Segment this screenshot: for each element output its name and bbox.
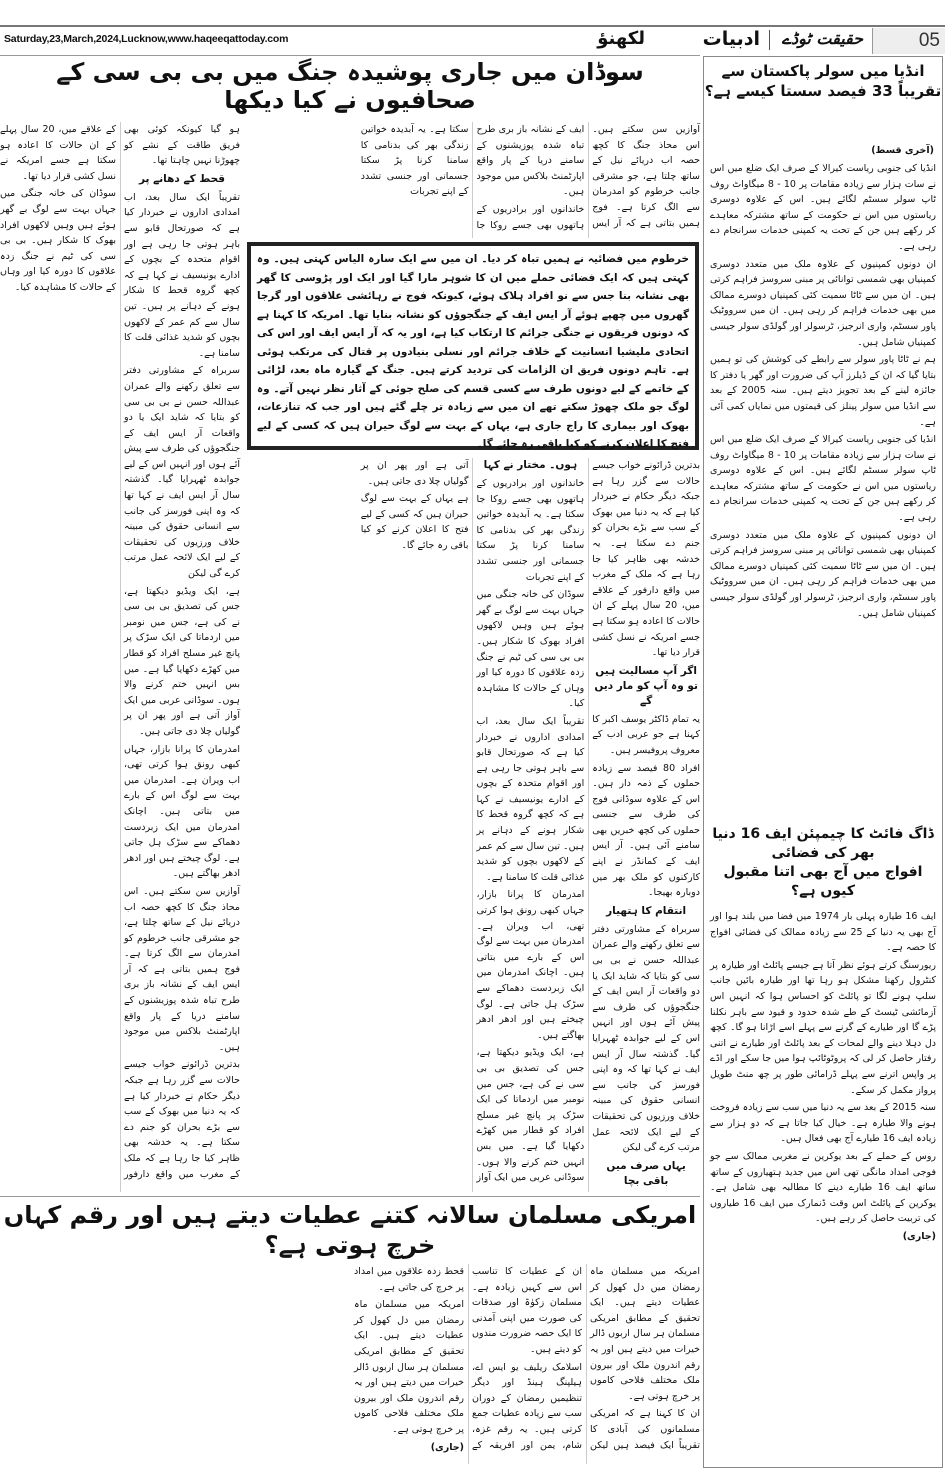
divider (0, 1196, 700, 1197)
divider (0, 55, 700, 56)
section-title: ادبیات (702, 28, 760, 50)
paragraph: انڈیا کی جنوبی ریاست کیرالا کے صرف ایک ضلع میں اس نے سات ہزار سے زیادہ مقامات پر 10 - 8 میگاواٹ روف ٹاپ سولر سسٹم لگائے ہیں۔ اس کے علاوہ دوسری ریاستوں میں اس نے حکومت کے ساتھ مشترکہ معاہدے کر رکھے ہیں جن کے تحت یہ کمپنی خدمات سرانجام دے رہی ہے۔ (710, 434, 936, 524)
f16-headline (704, 825, 942, 901)
installment-label: (آخری قسط) (871, 145, 934, 156)
paragraph: ہم نے ٹاٹا پاور سولر سے رابطے کی کوشش کی تو ہمیں بتایا گیا کہ ان کے ڈیلرز آپ کی ضرورت اور گھر یا دفتر کا جائزہ لینے کے بعد تجویز دیتے ہیں۔ سنہ 2005 کے بعد سے انڈیا میں سولر پینلز کی قیمتوں میں نمایاں کمی آئی ہے۔ (710, 354, 936, 428)
paragraph: انڈیا کی جنوبی ریاست کیرالا کے صرف ایک ضلع میں اس نے سات ہزار سے زیادہ مقامات پر 10 - 8 میگاواٹ روف ٹاپ سولر سسٹم لگائے ہیں۔ اس کے علاوہ دوسری ریاستوں میں اس نے حکومت کے ساتھ مشترکہ معاہدے کر رکھے ہیں جن کے تحت یہ کمپنی خدمات سرانجام دے رہی ہے۔ (710, 163, 936, 252)
subhead: ہوں۔ مختار نے کہا (483, 459, 578, 471)
paragraph: امریکہ میں مسلمان ماہ رمضان میں دل کھول کر عطیات دیتے ہیں۔ ایک تحقیق کے مطابق امریکی مسلمان ہر سال اربوں ڈالر خیرات میں دیتے ہیں اور یہ رقم اندرون ملک اور بیرون ملک مختلف فلاحی کاموں پر خرچ ہوتی ہے۔ (590, 1266, 700, 1402)
masthead (0, 28, 945, 54)
paragraph: یہ تمام ڈاکٹر یوسف اکبر کا کہنا ہے جو عربی ادب کے معروف پروفیسر ہیں۔ (592, 713, 700, 756)
paragraph: امریکہ میں مسلمان ماہ رمضان میں دل کھول کر عطیات دیتے ہیں۔ ایک تحقیق کے مطابق امریکی مسلمان ہر سال اربوں ڈالر خیرات میں دیتے ہیں اور یہ رقم اندرون ملک اور بیرون ملک مختلف فلاحی کاموں پر خرچ ہوتی ہے۔ (354, 1299, 464, 1435)
paragraph: تقریباً ایک سال بعد، اب امدادی اداروں نے خبردار کیا ہے کہ صورتحال قابو سے باہر ہوتی جا رہی ہے اور اقوام متحدہ کے بچوں کے ادارے یونیسیف نے کہا ہے کہ کچھ گروہ قحط کا شکار ہونے کے دہانے پر ہیں۔ تین سال سے کم عمر کے لاکھوں بچوں کو شدید غذائی قلت کا سامنا ہے۔ (124, 191, 240, 359)
continued-label: (جاری) (430, 1441, 464, 1453)
paragraph: تقریباً ایک سال بعد، اب امدادی اداروں نے خبردار کیا ہے کہ صورتحال قابو سے باہر ہوتی جا رہی ہے اور اقوام متحدہ کے بچوں کے ادارے یونیسیف نے کہا ہے کہ کچھ گروہ قحط کا شکار ہونے کے دہانے پر ہیں۔ تین سال سے کم عمر کے لاکھوں بچوں کو شدید غذائی قلت کا سامنا ہے۔ (476, 715, 585, 883)
paragraph: روس کے حملے کے بعد یوکرین نے مغربی ممالک سے جو فوجی امداد مانگی تھی اس میں جدید ہتھیاروں کے ساتھ ساتھ ایف 16 طیارے دینے کا مطالبہ بھی شامل ہے۔ یوکرین کے پائلٹ اس وقت ڈنمارک میں ایف 16 طیاروں کی تربیت حاصل کر رہے ہیں۔ (710, 1150, 936, 1225)
date-line: Saturday,23,March,2024,Lucknow,www.haqeeqattoday.com (4, 33, 289, 45)
solar-body (710, 161, 936, 817)
subhead: اگر آپ مسالیت ہیں تو وہ آپ کو مار دیں گے (594, 664, 698, 707)
newspaper-logo: حقیقت ٹوڈے (781, 29, 863, 48)
paragraph: سوڈان کی خانہ جنگی میں جہاں بہت سے لوگ بے گھر ہوئے ہیں وہیں لاکھوں افراد بھوک کا شکار ہیں۔ بی بی سی کی ٹیم نے جنگ زدہ علاقوں کا دورہ کیا اور وہاں کے حالات کا مشاہدہ کیا۔ (476, 589, 585, 710)
paragraph: ان کا کہنا ہے کہ امریکی مسلمانوں کی آبادی کا تقریباً ایک فیصد ہیں لیکن ان کے عطیات کا تناسب اس سے کہیں زیادہ ہے۔ مسلمان زکوٰۃ اور صدقات کی صورت میں اپنی آمدنی کا ایک حصہ ضرورت مندوں کو دیتے ہیں۔ (472, 1266, 700, 1451)
paragraph: خاندانوں اور برادریوں کے ہاتھوں بھی جسے روکا جا سکتا ہے۔ یہ آبدیدہ خواتین زندگی بھر کی بدنامی کا سامنا کرنا پڑ سکتا جسمانی اور جنسی تشدد کے اپنے تجربات (476, 478, 585, 583)
main-story-top-columns (245, 122, 700, 238)
subhead: یہاں صرف میں باقی بچا (606, 1159, 686, 1187)
headline-line: ڈاگ فائٹ کا چیمپئن ایف 16 دنیا بھر کی فضائی (712, 826, 934, 861)
divider (769, 30, 770, 50)
right-sidebar (703, 56, 943, 1468)
paragraph: افراد 80 فیصد سے زیادہ حملوں کے ذمہ دار ہیں۔ اس کے علاوہ سوڈانی فوج کی طرف سے جنسی حملوں کی کچھ خبریں بھی سامنے آئی ہیں۔ آر ایس ایف کے کمانڈر نے اپنے کارکنوں کو ملک بھر میں دوبارہ بھیجا۔ (592, 762, 700, 899)
paragraph: سربراہ کے مشاورتی دفتر سے تعلق رکھنے والے عمران عبداللہ حسن نے بی بی سی کو بتایا کہ شاید ایک یا دو واقعات آر ایس ایف کے جنگجوؤں کی طرف سے پیش آئے ہوں اور انہیں اس کے لیے جوابدہ ٹھہرایا گیا۔ گذشتہ سال آر ایس ایف نے کہا تھا کہ وہ اپنی فورسز کی جانب سے انسانی حقوق کی مبینہ خلاف ورزیوں کی تحقیقات کے لیے ایک لائحہ عمل مرتب کرے گی لیکن (592, 923, 700, 1154)
paragraph: بدترین ڈرائونے خواب جیسے حالات سے گزر رہا ہے جبکہ دیگر حکام نے خبردار کیا ہے کہ یہ دنیا میں بھوک کے سب سے بڑے بحران کو جنم دے سکتا ہے۔ یہ خدشہ بھی ظاہر کیا جا رہا ہے کہ ملک کے مغرب میں واقع دارفور کے علاقے میں، 20 سال پہلے کے ان حالات کا اعادہ ہو سکتا ہے جسے امریکہ نے نسل کشی قرار دیا تھا۔ (0, 124, 240, 1180)
paragraph: ایف 16 طیارہ پہلی بار 1974 میں فضا میں بلند ہوا اور آج بھی یہ دنیا کے 25 سے زیادہ ممالک کی فضائی افواج کا حصہ ہے۔ (710, 911, 936, 954)
paragraph: سوڈان کی خانہ جنگی میں جہاں بہت سے لوگ بے گھر ہوئے ہیں وہیں لاکھوں افراد بھوک کا شکار ہیں۔ بی بی سی کی ٹیم نے جنگ زدہ علاقوں کا دورہ کیا اور وہاں کے حالات کا مشاہدہ کیا۔ (0, 188, 116, 293)
subhead: انتقام کا ہتھیار (606, 904, 687, 917)
paragraph: ریورسنگ کرتے ہوئے نظر آتا ہے جیسے پائلٹ اور طیارہ پر کنٹرول رکھنا مشکل ہو رہا تھا اور طیارہ بائیں جانب سلپ ہونے لگا تو پائلٹ کو احساس ہوا کہ انہیں اس آزمائشی ٹیسٹ کے طے شدہ حدود و قیود سے باہر نکلنا پڑے گا اور طیارے کے گرنے سے پہلے اسے اڑانا ہو گا۔ کچھ دل دہلا دینے والے لمحات کے بعد پائلٹ اور طیارے نے اتنی رفتار حاصل کر لی کہ پروٹوٹائپ ہوا میں جا سکے اور اڈے پر واپس اترنے سے پہلے ڈرامائی طور پر چھ منٹ طویل پرواز مکمل کر سکے۔ (710, 959, 936, 1096)
paragraph: ہے، ایک ویڈیو دیکھتا ہے، جس کی تصدیق بی بی سی نے کی ہے، جس میں نومبر میں اردماتا کی ایک سڑک پر پانچ غیر مسلح افراد کو قطار میں کھڑے دکھایا گیا ہے۔ میں بس انہیں ختم کرنے والا ہوں۔ سوڈانی عربی میں ایک آواز آتی ہے اور پھر ان پر گولیاں چلا دی جاتی ہیں۔ (360, 460, 585, 1184)
city-label: لکھنؤ (597, 28, 645, 49)
paragraph: ان دونوں کمپنیوں کے علاوہ ملک میں متعدد دوسری کمپنیاں بھی شمسی توانائی پر مبنی سروسز فراہم کرتی ہیں۔ ان میں سے ٹاٹا سمیت کئی کمپنیاں دوسرے ممالک میں بھی خدمات فراہم کر رہی ہیں۔ ان میں سرووٹیک پاور سسٹم، واری انرجیز، ٹرسولر اور گولڈی سولر جیسی کمپنیاں شامل ہیں۔ (710, 258, 936, 348)
paragraph: آوازیں سن سکتے ہیں۔ اس محاذ جنگ کا کچھ حصہ اب دریائے نیل کے ساتھ چلتا ہے، جو مشرقی جانب خرطوم کو امدرمان سے الگ کرتا ہے۔ فوج ہمیں بتاتی ہے کہ آر ایس ایف کے نشانہ باز بری طرح تباہ شدہ پوزیشنوں کے سامنے دریا کے پار واقع اپارٹمنٹ بلاکس میں موجود ہیں۔ (124, 885, 240, 1053)
paragraph: سنہ 2015 کے بعد سے یہ دنیا میں سب سے زیادہ فروخت ہونے والا طیارہ ہے۔ خیال کیا جاتا ہے کہ دو ہزار سے زیادہ ایف 16 طیارے آج بھی فعال ہیں۔ (710, 1102, 936, 1145)
paragraph: ان دونوں کمپنیوں کے علاوہ ملک میں متعدد دوسری کمپنیاں بھی شمسی توانائی پر مبنی سروسز فراہم کرتی ہیں۔ ان میں سے ٹاٹا سمیت کئی کمپنیاں دوسرے ممالک میں بھی خدمات فراہم کر رہی ہیں۔ ان میں سرووٹیک پاور سسٹم، واری انرجیز، ٹرسولر اور گولڈی سولر جیسی کمپنیاں شامل ہیں۔ (710, 529, 936, 619)
solar-headline (704, 61, 942, 101)
page-number: 05 (918, 30, 940, 51)
paragraph: بدترین ڈرائونے خواب جیسے حالات سے گزر رہا ہے جبکہ دیگر حکام نے خبردار کیا ہے کہ یہ دنیا میں بھوک کے سب سے بڑے بحران کو جنم دے سکتا ہے۔ یہ خدشہ بھی ظاہر کیا جا رہا ہے کہ ملک کے مغرب میں واقع دارفور کے علاقے میں، 20 سال پہلے کے ان حالات کا اعادہ ہو سکتا ہے جسے امریکہ نے نسل کشی قرار دیا تھا۔ (592, 460, 700, 659)
main-story-lower-columns (245, 458, 700, 1192)
paragraph: اسلامک ریلیف یو ایس اے، ہیلپنگ ہینڈ اور دیگر تنظیمیں رمضان کے دوران سب سے زیادہ عطیات جمع کرتی ہیں۔ یہ رقم غزہ، شام، یمن اور افریقہ کے قحط زدہ علاقوں میں امداد پر خرچ کی جاتی ہے۔ (354, 1266, 582, 1451)
paragraph: آوازیں سن سکتے ہیں۔ اس محاذ جنگ کا کچھ حصہ اب دریائے نیل کے ساتھ چلتا ہے، جو مشرقی جانب خرطوم کو امدرمان سے الگ کرتا ہے۔ فوج ہمیں بتاتی ہے کہ آر ایس ایف کے نشانہ باز بری طرح تباہ شدہ پوزیشنوں کے سامنے دریا کے پار واقع اپارٹمنٹ بلاکس میں موجود ہیں۔ (476, 124, 700, 229)
main-story-left-columns (0, 122, 240, 1192)
top-rule (0, 25, 945, 27)
page-number-box (872, 28, 945, 54)
paragraph: امدرمان کا پرانا بازار، جہاں کبھی رونق ہوا کرتی تھی، اب ویران ہے۔ امدرمان میں بہت سے لوگ اس کے بارے میں بتاتی ہیں۔ اچانک امدرمان میں ایک زبردست دھماکے سے سڑک ہل جاتی ہے۔ لوگ چیختے ہیں اور ادھر ادھر بھاگتے ہیں۔ (123, 743, 240, 880)
headline-line: انڈیا میں سولر پاکستان سے (721, 62, 925, 80)
paragraph: ہے، ایک ویڈیو دیکھتا ہے، جس کی تصدیق بی بی سی نے کی ہے، جس میں نومبر میں اردماتا کی ایک سڑک پر پانچ غیر مسلح افراد کو قطار میں کھڑے دکھایا گیا ہے۔ میں بس انہیں ختم کرنے والا ہوں۔ سوڈانی عربی میں ایک آواز آتی ہے اور پھر ان پر گولیاں چلا دی جاتی ہیں۔ (124, 585, 240, 737)
continued-label: (جاری) (902, 1230, 936, 1242)
main-headline: سوڈان میں جاری پوشیدہ جنگ میں بی بی سی کے صحافیوں نے کیا دیکھا (56, 58, 644, 114)
paragraph: ہے یہاں کے بہت سے لوگ حیران ہیں کہ کسی کے لیے فتح کا اعلان کرنے کو کیا باقی رہ جائے گا۔ (360, 493, 469, 551)
paragraph: امدرمان کا پرانا بازار، جہاں کبھی رونق ہوا کرتی تھی، اب ویران ہے۔ امدرمان میں بہت سے لوگ اس کے بارے میں بتاتی ہیں۔ اچانک امدرمان میں ایک زبردست دھماکے سے سڑک ہل جاتی ہے۔ لوگ چیختے ہیں اور ادھر ادھر بھاگتے ہیں۔ (476, 889, 585, 1041)
paragraph: ہو گیا کیونکہ کوئی بھی فریق طاقت کے نشے کو چھوڑنا نہیں چاہتا تھا۔ (124, 124, 240, 167)
pull-quote-box: خرطوم میں فضائیہ نے ہمیں تباہ کر دیا۔ ان میں سے ایک سارہ الیاس کہتی ہیں۔ وہ کہتی ہیں کہ ایک فضائی حملے میں ان کا شوہر مارا گیا اور ایک اور پڑوسی کا گھر بھی نشانہ بنا جس سے نو افراد ہلاک ہوئے، کیونکہ فوج نے رہائشی علاقوں اور گرجا گھروں میں چھپے ہوئے آر ایس ایف کے جنگجوؤں کو نشانہ بنایا تھا۔ امریکہ کا کہنا ہے کہ دونوں فریقوں نے جنگی جرائم کا ارتکاب کیا ہے، اور یہ کہ آر ایس ایف اور اس کی اتحادی ملیشیا انسانیت کے خلاف جرائم اور نسلی بنیادوں پر قتال کی مرتکب ہوئی ہے۔ تاہم دونوں فریق ان الزامات کی تردید کرتے ہیں۔ جنگ کے گیارہ ماہ بعد، لڑائی کے خاتمے کے لیے دونوں طرف سے کسی قسم کی صلح جوئی کے آثار نظر نہیں آتے۔ وہ لوگ جو ملک چھوڑ سکتے تھے ان میں سے زیادہ تر چلے گئے ہیں اور جب کہ تنازعات، بھوک اور بیماری کا راج جاری ہے، یہاں کے بہت سے لوگ حیران ہیں کہ کسی کے لیے فتح کا اعلان کرنے کو کیا باقی رہ جائے گا۔ (247, 242, 699, 450)
donation-headline: امریکی مسلمان سالانہ کتنے عطیات دیتے ہیں اور رقم کہاں خرچ ہوتی ہے؟ (3, 1201, 697, 1259)
subhead: قحط کے دھانے پر (138, 172, 226, 185)
paragraph: سربراہ کے مشاورتی دفتر سے تعلق رکھنے والے عمران عبداللہ حسن نے بی بی سی کو بتایا کہ شاید ایک یا دو واقعات آر ایس ایف کے جنگجوؤں کی طرف سے پیش آئے ہوں اور انہیں اس کے لیے جوابدہ ٹھہرایا گیا۔ گذشتہ سال آر ایس ایف نے کہا تھا کہ وہ اپنی فورسز کی جانب سے انسانی حقوق کی مبینہ خلاف ورزیوں کی تحقیقات کے لیے ایک لائحہ عمل مرتب کرے گی لیکن (124, 365, 240, 580)
paragraph: خاندانوں اور برادریوں کے ہاتھوں بھی جسے روکا جا سکتا ہے۔ یہ آبدیدہ خواتین زندگی بھر کی بدنامی کا سامنا کرنا پڑ سکتا جسمانی اور جنسی تشدد کے اپنے تجربات (360, 124, 585, 231)
f16-body (710, 909, 936, 1461)
donation-body (0, 1264, 700, 1464)
headline-line: افواج میں آج بھی اتنا مقبول کیوں ہے؟ (723, 864, 923, 899)
headline-line: تقریباً 33 فیصد سستا کیسے ہے؟ (704, 82, 942, 100)
